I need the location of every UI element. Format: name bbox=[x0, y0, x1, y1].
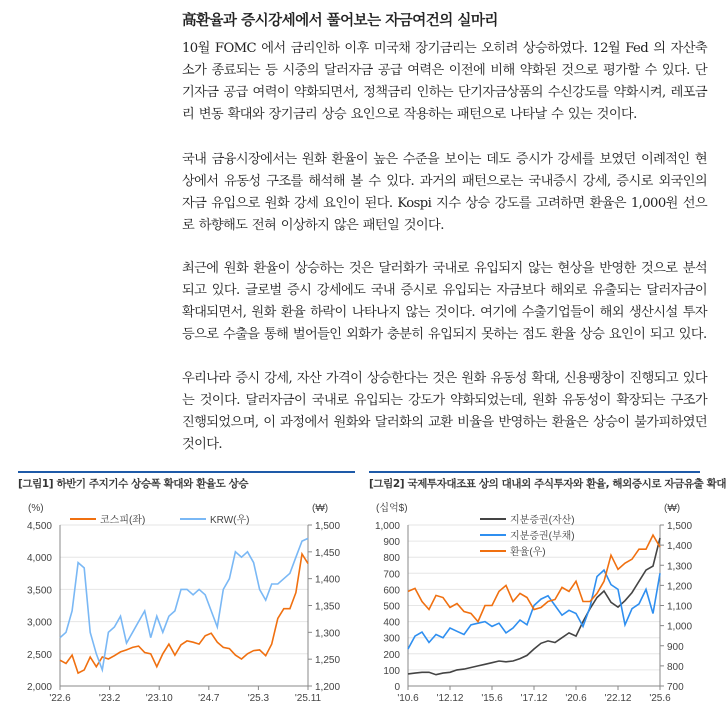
paragraph-2: 국내 금융시장에서는 원화 환율이 높은 수준을 보이는 데도 증시가 강세를 보였던 이례적인 현상에서 유동성 구조를 해석해 볼 수 있다. 과거의 패턴으로는 국내증시 강세, 증시로 외국인의 자금 유입으로 원화 강세 요인이 된다. Kospi 지수 상승 강도를 고려하면 환율은 1,000원 선으로 하향해도 전혀 이상하지 않은 패턴일 것이다. bbox=[182, 152, 707, 233]
x-tick-label: '23.2 bbox=[98, 693, 121, 703]
y-tick-label: 600 bbox=[383, 585, 400, 597]
y-tick-label: 100 bbox=[383, 665, 400, 677]
y-tick-label: 3,000 bbox=[26, 617, 52, 629]
figure-2-title: [그림2] 국제투자대조표 상의 대내외 주식투자와 환율, 해외증시로 자금유출 확대 bbox=[369, 478, 726, 490]
y2-tick-label: 1,400 bbox=[315, 574, 341, 586]
y2-tick-label: 1,500 bbox=[667, 521, 693, 532]
y-tick-label: 900 bbox=[383, 537, 400, 549]
y2-tick-label: 1,500 bbox=[315, 521, 341, 532]
figure-1-title: [그림1] 하반기 주지기수 상승폭 확대와 환율도 상승 bbox=[18, 478, 249, 490]
y2-tick-label: 700 bbox=[667, 682, 684, 693]
y-tick-label: 200 bbox=[383, 649, 400, 661]
y-tick-label: 700 bbox=[383, 569, 400, 581]
y2-tick-label: 1,100 bbox=[667, 601, 693, 613]
x-tick-label: '25.3 bbox=[247, 693, 270, 703]
y2-tick-label: 1,200 bbox=[667, 581, 693, 593]
y-tick-label: 2,500 bbox=[26, 649, 52, 661]
y-tick-label: 2,000 bbox=[26, 682, 52, 693]
y2-tick-label: 1,400 bbox=[667, 541, 693, 553]
y-tick-label: 4,000 bbox=[26, 553, 52, 565]
legend-label-1: KRW(우) bbox=[210, 515, 250, 526]
y-tick-label: 1,000 bbox=[374, 521, 400, 532]
y2-tick-label: 1,300 bbox=[315, 628, 341, 640]
x-tick-label: '23.10 bbox=[145, 693, 173, 703]
legend-label-1: 지분증권(부채) bbox=[510, 531, 575, 542]
figure-2 bbox=[369, 471, 726, 705]
y-axis-unit: (%) bbox=[28, 503, 44, 514]
y2-axis-unit: (₩) bbox=[664, 503, 681, 514]
y-tick-label: 500 bbox=[383, 601, 400, 613]
y-tick-label: 300 bbox=[383, 633, 400, 645]
y2-tick-label: 800 bbox=[667, 661, 684, 673]
paragraph-4: 우리나라 증시 강세, 자산 가격이 상승한다는 것은 원화 유동성 확대, 신용팽창이 진행되고 있다는 것이다. 달러자금이 국내로 유입되는 강도가 약화되었는데, 원화 유동성이 확장되는 구조가 진행되었으며, 이 과정에서 원화와 달러화의 교환 비율을 반영하는 환율은 상승이 불가피하였던 것이다. bbox=[182, 371, 707, 452]
x-tick-label: '24.7 bbox=[198, 693, 220, 703]
x-tick-label: '12.12 bbox=[436, 693, 464, 704]
y2-axis-unit: (₩) bbox=[312, 503, 329, 514]
legend-label-2: 환율(우) bbox=[510, 547, 546, 558]
y2-tick-label: 1,300 bbox=[667, 561, 693, 573]
x-tick-label: '10.6 bbox=[397, 693, 419, 704]
y-axis-unit: (십억$) bbox=[376, 503, 408, 514]
y-tick-label: 4,500 bbox=[26, 521, 52, 532]
x-tick-label: '25.11 bbox=[294, 693, 322, 703]
paragraph-3: 최근에 원화 환율이 상승하는 것은 달러화가 국내로 유입되지 않는 현상을 반영한 것으로 분석되고 있다. 글로벌 증시 강세에도 국내 증시로 유입되는 자금보다 해외로 유출되는 달러자금이 확대되면서, 원화 환율 하락이 나타나지 않는 것이다. 여기에 수출기업들이 해외 생산시설 투자 등으로 수출을 통해 벌어들인 외화가 충분히 유입되지 못하는 점도 환율 상승 요인이 되고 있다. bbox=[182, 261, 707, 342]
y2-tick-label: 1,200 bbox=[315, 682, 341, 693]
legend-label-0: 지분증권(자산) bbox=[510, 515, 575, 526]
y2-tick-label: 1,350 bbox=[315, 601, 341, 613]
x-tick-label: '20.6 bbox=[565, 693, 587, 704]
legend-label-0: 코스피(좌) bbox=[100, 515, 146, 526]
paragraph-1: 10월 FOMC 에서 금리인하 이후 미국채 장기금리는 오히려 상승하였다. 12월 Fed 의 자산축소가 종료되는 등 시중의 달러자금 공급 여력은 이전에 비해 약화된 것으로 평가할 수 있다. 단기자금 공급 여력이 약화되면서, 정책금리 인하는 단기자금상품의 수신강도를 약화시켜, 레포금리 변동 확대와 장기금리 상승 요인으로 작용하는 패턴으로 나타날 수 있는 것이다. bbox=[182, 41, 707, 122]
x-tick-label: '25.6 bbox=[649, 693, 671, 704]
y2-tick-label: 1,250 bbox=[315, 655, 341, 667]
article-title: 高환율과 증시강세에서 풀어보는 자금여건의 실마리 bbox=[182, 13, 498, 29]
y-tick-label: 400 bbox=[383, 617, 400, 629]
x-tick-label: '22.6 bbox=[49, 693, 71, 703]
y-tick-label: 0 bbox=[394, 682, 400, 693]
chart-2 bbox=[0, 503, 693, 704]
y2-tick-label: 1,450 bbox=[315, 547, 341, 559]
x-tick-label: '15.6 bbox=[481, 693, 503, 704]
y-tick-label: 3,500 bbox=[26, 585, 52, 597]
y-tick-label: 800 bbox=[383, 553, 400, 565]
y2-tick-label: 900 bbox=[667, 641, 684, 653]
x-tick-label: '22.12 bbox=[604, 693, 632, 704]
x-tick-label: '17.12 bbox=[520, 693, 548, 704]
y2-tick-label: 1,000 bbox=[667, 621, 693, 633]
